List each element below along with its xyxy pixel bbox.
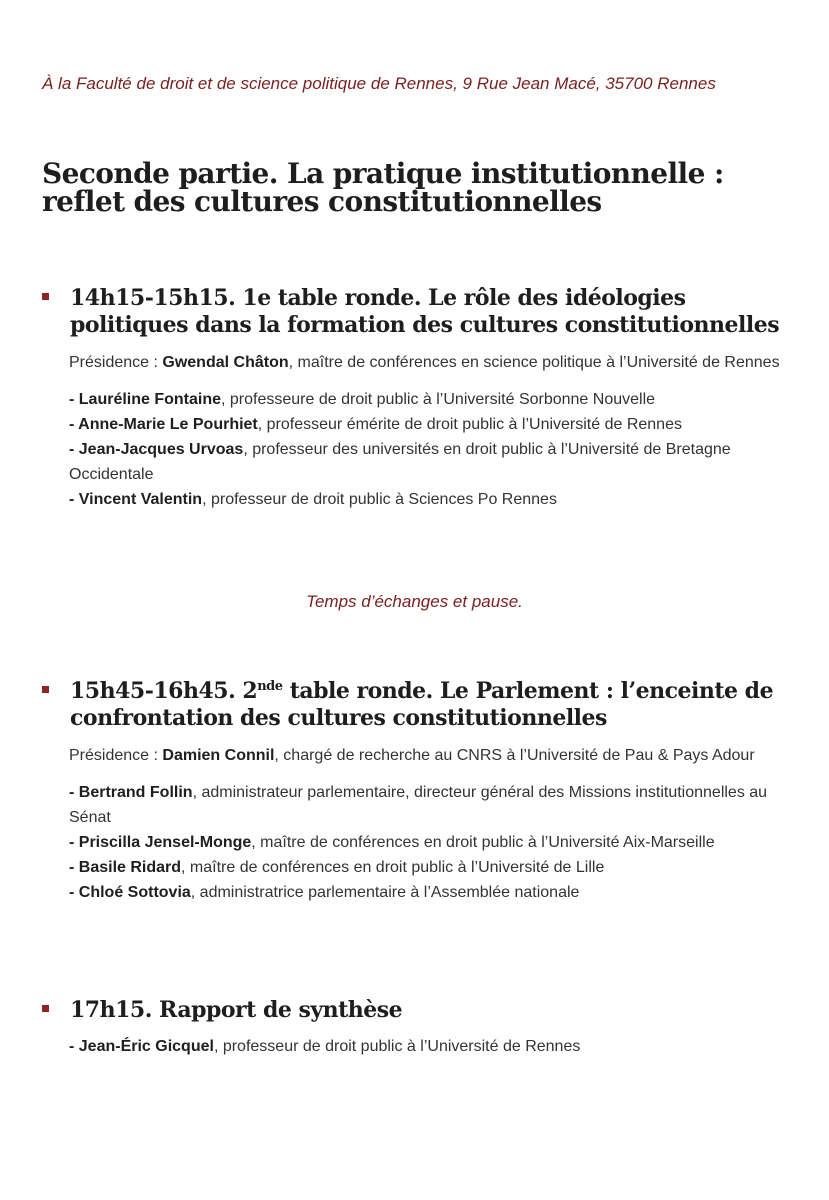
speaker-list — [69, 780, 802, 905]
session-ordinal: 2 — [235, 678, 258, 704]
speaker-name: - Lauréline Fontaine — [69, 391, 222, 408]
speaker-item — [69, 387, 802, 412]
presidence — [69, 353, 802, 373]
speaker-item — [69, 780, 802, 830]
speaker-name: - Basile Ridard — [69, 859, 182, 876]
speaker-item — [69, 880, 802, 905]
speaker-role: , professeur des universités en droit public à l’Université de Bretagne Occidentale — [69, 441, 731, 483]
session-title: 17h15. Rapport de synthèse — [70, 997, 403, 1023]
speaker-item — [69, 1034, 802, 1059]
session-time: 15h45-16h45. — [70, 678, 236, 704]
presidence-role: , chargé de recherche au CNRS à l’Université de Pau & Pays Adour — [274, 747, 755, 764]
speaker-role: , professeure de droit public à l’Université Sorbonne Nouvelle — [221, 391, 656, 408]
speaker-item — [69, 855, 802, 880]
speaker-item — [69, 487, 802, 512]
speaker-item — [69, 437, 802, 487]
speaker-name: - Priscilla Jensel-Monge — [69, 834, 252, 851]
speaker-list — [69, 387, 802, 512]
speaker-item — [69, 412, 802, 437]
presidence-label: Présidence : — [69, 354, 163, 371]
session-2 — [42, 678, 802, 905]
speaker-role: , maître de conférences en droit public à l’Université Aix-Marseille — [251, 834, 715, 851]
speaker-name: - Jean-Jacques Urvoas — [69, 441, 244, 458]
bullet-square-icon — [42, 1005, 49, 1012]
speaker-role: , administrateur parlementaire, directeur général des Missions institutionnelles au Sénat — [69, 784, 768, 826]
session-heading: 1e table ronde. Le rôle des idéologies politiques dans la formation des cultures constitutionnelles — [70, 285, 780, 338]
presidence-role: , maître de conférences en science politique à l’Université de Rennes — [288, 354, 780, 371]
presidence-name: Gwendal Châton — [162, 354, 289, 371]
bullet-square-icon — [42, 686, 49, 693]
speaker-name: - Chloé Sottovia — [69, 884, 191, 901]
presidence — [69, 746, 802, 766]
session-time: 14h15-15h15. — [70, 285, 236, 311]
session-ordinal-suffix: nde — [257, 679, 283, 694]
part-title: Seconde partie. La pratique institutionnelle : reflet des cultures constitutionnelles — [42, 157, 724, 218]
venue-address: À la Faculté de droit et de science politique de Rennes, 9 Rue Jean Macé, 35700 Rennes — [42, 74, 716, 93]
session-3 — [42, 997, 802, 1059]
speaker-name: - Bertrand Follin — [69, 784, 193, 801]
speaker-name: - Anne-Marie Le Pourhiet — [69, 416, 258, 433]
speaker-role: , professeur émérite de droit public à l’Université de Rennes — [257, 416, 682, 433]
speaker-role: , professeur de droit public à Sciences Po Rennes — [202, 491, 557, 508]
session-title — [70, 678, 802, 732]
speaker-name: - Jean-Éric Gicquel — [69, 1038, 214, 1055]
speaker-role: , professeur de droit public à l’Université de Rennes — [213, 1038, 581, 1055]
speaker-name: - Vincent Valentin — [69, 491, 203, 508]
speaker-list — [69, 1034, 802, 1059]
session-title — [70, 285, 802, 339]
session-heading: table ronde. Le Parlement : l’enceinte de confrontation des cultures constitutionnelles — [70, 678, 774, 731]
speaker-item — [69, 830, 802, 855]
break-notice: Temps d’échanges et pause. — [306, 592, 523, 611]
bullet-square-icon — [42, 293, 49, 300]
session-1 — [42, 285, 802, 512]
speaker-role: , maître de conférences en droit public à l’Université de Lille — [181, 859, 605, 876]
speaker-role: , administratrice parlementaire à l’Assemblée nationale — [190, 884, 580, 901]
presidence-name: Damien Connil — [162, 747, 275, 764]
presidence-label: Présidence : — [69, 747, 163, 764]
